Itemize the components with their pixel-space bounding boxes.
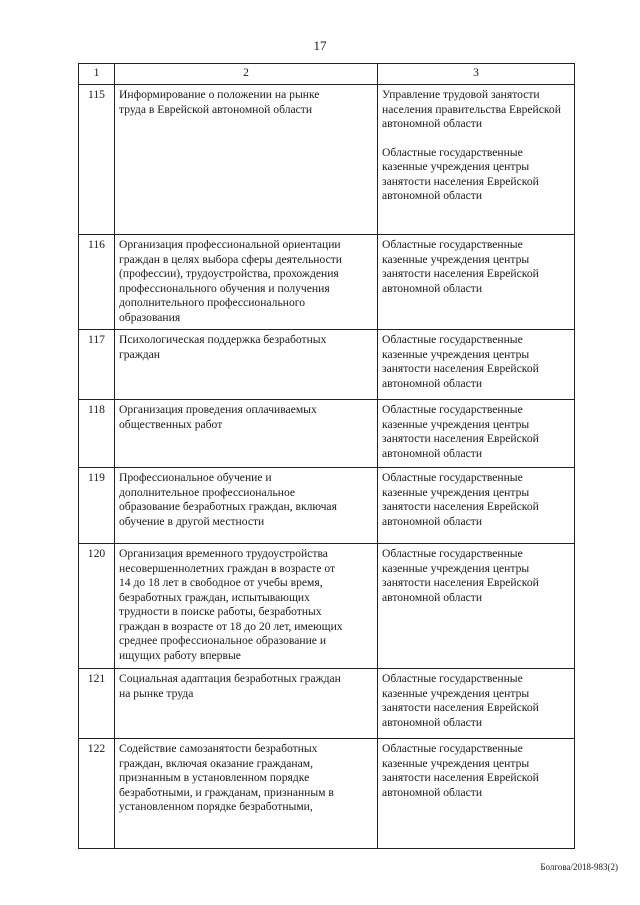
column-header-2: 2 xyxy=(115,64,378,85)
service-description: Психологическая поддержка безработных граждан xyxy=(115,330,378,400)
service-description: Социальная адаптация безработных граждан на рынке труда xyxy=(115,669,378,739)
column-header-1: 1 xyxy=(79,64,115,85)
row-number: 118 xyxy=(79,400,115,468)
service-description: Организация профессиональной ориентации граждан в целях выбора сферы деятельности (профессии), трудоустройства, прохождения профессионального обучения и получения дополнительного профессионального образования xyxy=(115,235,378,330)
table-row xyxy=(79,468,575,544)
responsible-bodies xyxy=(378,235,575,330)
row-number: 116 xyxy=(79,235,115,330)
responsible-bodies xyxy=(378,544,575,669)
responsible-bodies xyxy=(378,330,575,400)
service-description: Организация временного трудоустройства несовершеннолетних граждан в возрасте от 14 до 18 лет в свободное от учебы время, безработных граждан, испытывающих трудности в поиске работы, безработных граждан в возрасте от 18 до 20 лет, имеющих среднее профессиональное образование и ищущих работу впервые xyxy=(115,544,378,669)
table-row xyxy=(79,544,575,669)
table-header-row xyxy=(79,64,575,85)
responsible-body: Областные государственные казенные учреждения центры занятости населения Еврейской автономной области xyxy=(382,547,539,604)
responsible-bodies xyxy=(378,669,575,739)
responsible-body: Областные государственные казенные учреждения центры занятости населения Еврейской автономной области xyxy=(382,672,539,729)
row-number: 120 xyxy=(79,544,115,669)
responsible-bodies xyxy=(378,85,575,235)
responsible-body: Областные государственные казенные учреждения центры занятости населения Еврейской автономной области xyxy=(382,333,539,390)
responsible-body: Областные государственные казенные учреждения центры занятости населения Еврейской автономной области xyxy=(382,471,539,528)
table-row xyxy=(79,669,575,739)
responsible-bodies xyxy=(378,400,575,468)
table-row xyxy=(79,330,575,400)
table-row xyxy=(79,739,575,849)
column-header-3: 3 xyxy=(378,64,575,85)
row-number: 121 xyxy=(79,669,115,739)
table-row xyxy=(79,85,575,235)
responsible-bodies xyxy=(378,739,575,849)
service-description: Организация проведения оплачиваемых общественных работ xyxy=(115,400,378,468)
services-table xyxy=(78,63,575,849)
row-number: 122 xyxy=(79,739,115,849)
service-description: Содействие самозанятости безработных граждан, включая оказание гражданам, признанным в установленном порядке безработными, и гражданам, признанным в установленном порядке безработными, xyxy=(115,739,378,849)
table-row xyxy=(79,235,575,330)
row-number: 117 xyxy=(79,330,115,400)
responsible-body: Управление трудовой занятости населения правительства Еврейской автономной области xyxy=(382,88,561,130)
service-description: Профессиональное обучение и дополнительное профессиональное образование безработных граждан, включая обучение в другой местности xyxy=(115,468,378,544)
row-number: 119 xyxy=(79,468,115,544)
responsible-bodies xyxy=(378,468,575,544)
table-row xyxy=(79,400,575,468)
service-description: Информирование о положении на рынке труда в Еврейской автономной области xyxy=(115,85,378,235)
document-code: Болгова/2018-983(2) xyxy=(540,862,618,872)
row-number: 115 xyxy=(79,85,115,235)
responsible-body: Областные государственные казенные учреждения центры занятости населения Еврейской автономной области xyxy=(382,403,539,460)
responsible-body: Областные государственные казенные учреждения центры занятости населения Еврейской автономной области xyxy=(382,145,539,202)
responsible-body: Областные государственные казенные учреждения центры занятости населения Еврейской автономной области xyxy=(382,238,539,295)
responsible-body: Областные государственные казенные учреждения центры занятости населения Еврейской автономной области xyxy=(382,742,539,799)
page-number: 17 xyxy=(313,38,327,53)
